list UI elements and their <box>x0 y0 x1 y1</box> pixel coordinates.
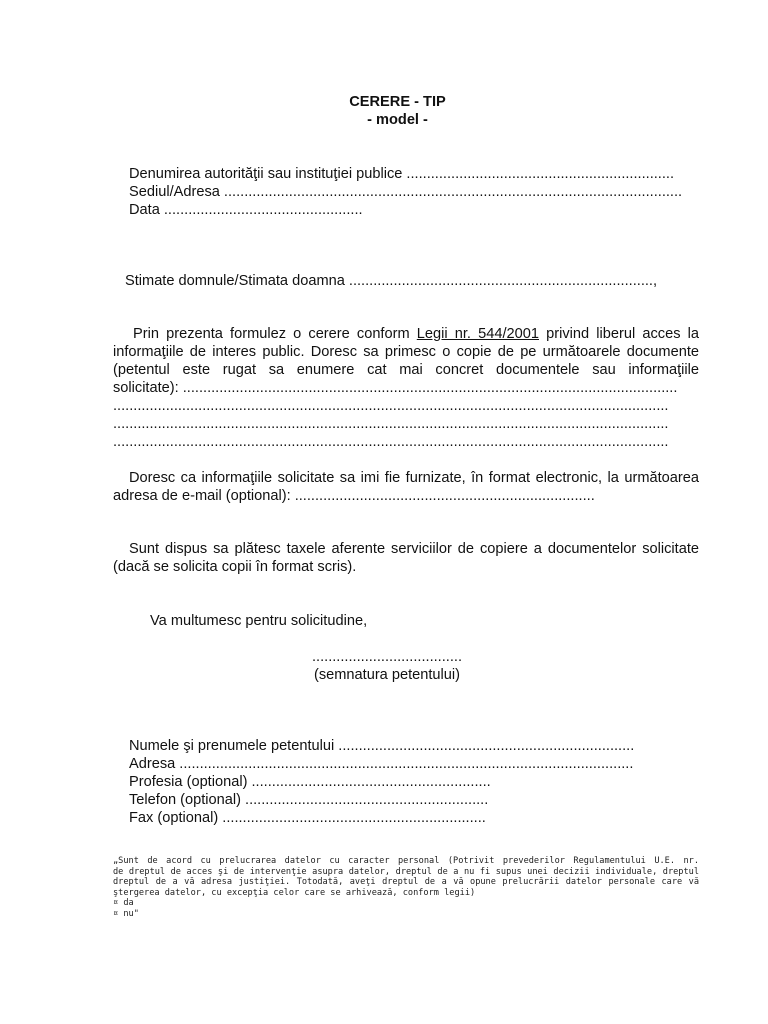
consent-line-3: dreptul de a vă adresa justiţiei. Totodată, aveţi dreptul de a vă opune prelucrării datelor personale care vă <box>113 877 699 887</box>
request-paragraph <box>113 325 699 451</box>
authority-name-line: Denumirea autorităţii sau instituţiei publice .................................................................. <box>129 166 675 182</box>
law-link[interactable]: Legii nr. 544/2001 <box>416 326 539 342</box>
consent-block <box>113 856 699 919</box>
petitioner-name-line: Numele şi prenumele petentului ......................................................................... <box>129 738 635 754</box>
electronic-line-1: Doresc ca informaţiile solicitate sa imi fie furnizate, în format electronic, la următoarea <box>129 470 699 486</box>
petitioner-address-line: Adresa ................................................................................................................ <box>129 756 634 772</box>
document-subtitle: - model - <box>367 112 428 128</box>
fees-line-2: (dacă se solicita copii în format scris). <box>113 559 357 575</box>
consent-line-1: „Sunt de acord cu prelucrarea datelor cu caracter personal (Potrivit prevederilor Regulamentului U.E. nr. <box>113 856 699 866</box>
fees-line-1: Sunt dispus sa plătesc taxele aferente serviciilor de copiere a documentelor solicitate <box>129 541 699 557</box>
request-dots-3: ......................................................................................................................................... <box>113 434 669 450</box>
date-line: Data ................................................. <box>129 202 363 218</box>
petitioner-profession-line: Profesia (optional) ........................................................... <box>129 774 491 790</box>
request-dots-2: ......................................................................................................................................... <box>113 416 669 432</box>
petitioner-fax-line: Fax (optional) ................................................................. <box>129 810 486 826</box>
petitioner-phone-line: Telefon (optional) ............................................................ <box>129 792 489 808</box>
consent-option-yes[interactable]: ¤ da <box>113 898 134 908</box>
document-title: CERERE - TIP <box>349 94 446 110</box>
greeting-line: Stimate domnule/Stimata doamna ..........................................................................., <box>125 273 658 289</box>
thanks-line: Va multumesc pentru solicitudine, <box>150 613 368 629</box>
electronic-line-2: adresa de e-mail (optional): .......................................................................... <box>113 488 595 504</box>
electronic-paragraph <box>113 469 699 505</box>
consent-line-4: ştergerea datelor, cu excepţia celor care se arhivează, conform legii) <box>113 887 476 898</box>
request-line-3: (petentul este rugat sa enumere cat mai concret documentele sau informaţiile <box>113 362 699 378</box>
consent-line-2: de dreptul de acces şi de intervenţie asupra datelor, dreptul de a nu fi supus unei decizii individuale, dreptul <box>113 866 699 877</box>
request-line-1: Prin prezenta formulez o cerere conform Legii nr. 544/2001 privind liberul acces la <box>133 326 699 342</box>
consent-option-no[interactable]: ¤ nu" <box>113 908 139 919</box>
fees-paragraph <box>113 540 699 576</box>
signature-label: (semnatura petentului) <box>313 667 461 683</box>
request-line-4: solicitate): .......................................................................................................................... <box>113 380 678 396</box>
request-dots-1: ......................................................................................................................................... <box>113 398 669 414</box>
signature-dots: ..................................... <box>311 649 463 665</box>
authority-address-line: Sediul/Adresa ................................................................................................................. <box>129 184 683 200</box>
request-line-2: informaţiile de interes public. Doresc sa primesc o copie de pe următoarele documente <box>113 344 699 360</box>
